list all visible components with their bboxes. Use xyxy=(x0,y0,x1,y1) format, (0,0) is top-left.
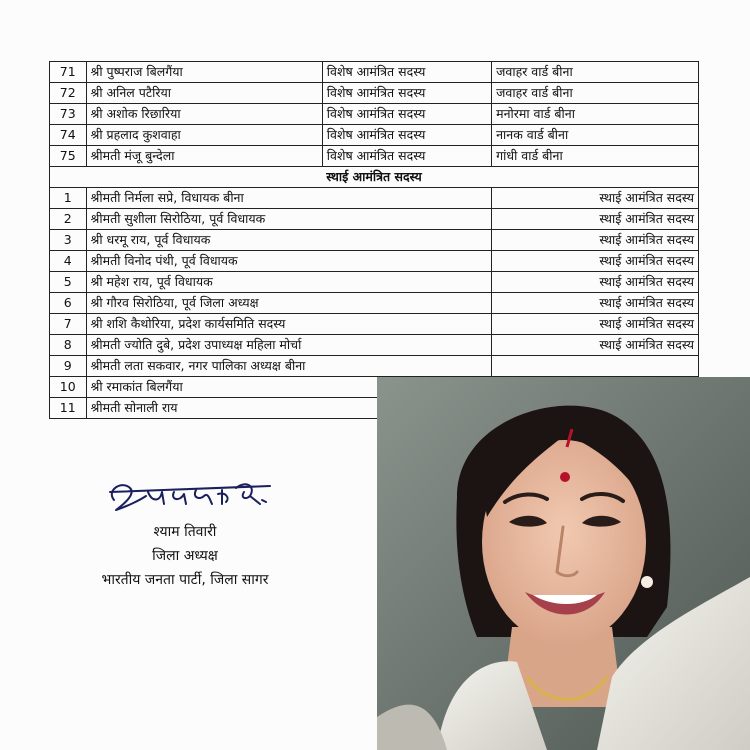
table-row xyxy=(50,209,699,230)
member-name: श्री पुष्पराज बिलगैंया xyxy=(86,62,322,83)
row-number: 75 xyxy=(50,146,87,167)
member-name: श्री रमाकांत बिलगैंया xyxy=(86,377,492,398)
table-row xyxy=(50,104,699,125)
member-role: स्थाई आमंत्रित सदस्य xyxy=(492,314,699,335)
member-role: विशेष आमंत्रित सदस्य xyxy=(322,104,491,125)
member-role: स्थाई आमंत्रित सदस्य xyxy=(492,272,699,293)
row-number: 2 xyxy=(50,209,87,230)
member-ward: जवाहर वार्ड बीना xyxy=(492,83,699,104)
row-number: 3 xyxy=(50,230,87,251)
table-row xyxy=(50,188,699,209)
member-name: श्री प्रहलाद कुशवाहा xyxy=(86,125,322,146)
table-row xyxy=(50,62,699,83)
member-role: स्थाई आमंत्रित सदस्य xyxy=(492,293,699,314)
member-role: विशेष आमंत्रित सदस्य xyxy=(322,83,491,104)
member-ward: जवाहर वार्ड बीना xyxy=(492,62,699,83)
member-ward: गांधी वार्ड बीना xyxy=(492,146,699,167)
member-role xyxy=(492,356,699,377)
section-header-row xyxy=(50,167,699,188)
row-number: 8 xyxy=(50,335,87,356)
portrait-image xyxy=(377,377,750,750)
member-name: श्री अशोक रिछारिया xyxy=(86,104,322,125)
table-row xyxy=(50,125,699,146)
member-name: श्री गौरव सिरोठिया, पूर्व जिला अध्यक्ष xyxy=(86,293,492,314)
member-name: श्रीमती मंजू बुन्देला xyxy=(86,146,322,167)
member-name: श्रीमती सोनाली राय xyxy=(86,398,492,419)
table-row xyxy=(50,314,699,335)
handwritten-signature xyxy=(100,470,280,518)
table-row xyxy=(50,356,699,377)
table-row xyxy=(50,272,699,293)
member-role: स्थाई आमंत्रित सदस्य xyxy=(492,230,699,251)
row-number: 73 xyxy=(50,104,87,125)
section-header-body xyxy=(50,167,699,188)
row-number: 72 xyxy=(50,83,87,104)
table-row xyxy=(50,146,699,167)
member-name: श्रीमती लता सकवार, नगर पालिका अध्यक्ष बीना xyxy=(86,356,492,377)
special-members-body xyxy=(50,62,699,167)
table-row xyxy=(50,251,699,272)
section-title: स्थाई आमंत्रित सदस्य xyxy=(50,167,699,188)
members-table xyxy=(49,61,699,419)
member-role: विशेष आमंत्रित सदस्य xyxy=(322,146,491,167)
member-name: श्रीमती सुशीला सिरोठिया, पूर्व विधायक xyxy=(86,209,492,230)
signer-title: जिला अध्यक्ष xyxy=(152,548,218,564)
row-number: 5 xyxy=(50,272,87,293)
member-role: स्थाई आमंत्रित सदस्य xyxy=(492,251,699,272)
member-role: स्थाई आमंत्रित सदस्य xyxy=(492,209,699,230)
member-role: विशेष आमंत्रित सदस्य xyxy=(322,62,491,83)
member-ward: मनोरमा वार्ड बीना xyxy=(492,104,699,125)
member-ward: नानक वार्ड बीना xyxy=(492,125,699,146)
member-role: स्थाई आमंत्रित सदस्य xyxy=(492,335,699,356)
row-number: 74 xyxy=(50,125,87,146)
row-number: 4 xyxy=(50,251,87,272)
member-name: श्री धरमू राय, पूर्व विधायक xyxy=(86,230,492,251)
member-role: स्थाई आमंत्रित सदस्य xyxy=(492,188,699,209)
signer-organization: भारतीय जनता पार्टी, जिला सागर xyxy=(101,572,269,588)
member-name: श्रीमती ज्योति दुबे, प्रदेश उपाध्यक्ष महिला मोर्चा xyxy=(86,335,492,356)
table-row xyxy=(50,83,699,104)
table-row xyxy=(50,293,699,314)
member-role: विशेष आमंत्रित सदस्य xyxy=(322,125,491,146)
row-number: 7 xyxy=(50,314,87,335)
row-number: 9 xyxy=(50,356,87,377)
row-number: 6 xyxy=(50,293,87,314)
row-number: 10 xyxy=(50,377,87,398)
member-name: श्री शशि कैथोरिया, प्रदेश कार्यसमिति सदस्य xyxy=(86,314,492,335)
member-name: श्री महेश राय, पूर्व विधायक xyxy=(86,272,492,293)
portrait-photo xyxy=(377,377,750,750)
member-name: श्री अनिल पटैरिया xyxy=(86,83,322,104)
member-name: श्रीमती विनोद पंथी, पूर्व विधायक xyxy=(86,251,492,272)
member-name: श्रीमती निर्मला सप्रे, विधायक बीना xyxy=(86,188,492,209)
signer-name: श्याम तिवारी xyxy=(153,524,217,540)
signer-block xyxy=(60,520,310,592)
row-number: 71 xyxy=(50,62,87,83)
table-row xyxy=(50,230,699,251)
row-number: 11 xyxy=(50,398,87,419)
row-number: 1 xyxy=(50,188,87,209)
table-row xyxy=(50,335,699,356)
